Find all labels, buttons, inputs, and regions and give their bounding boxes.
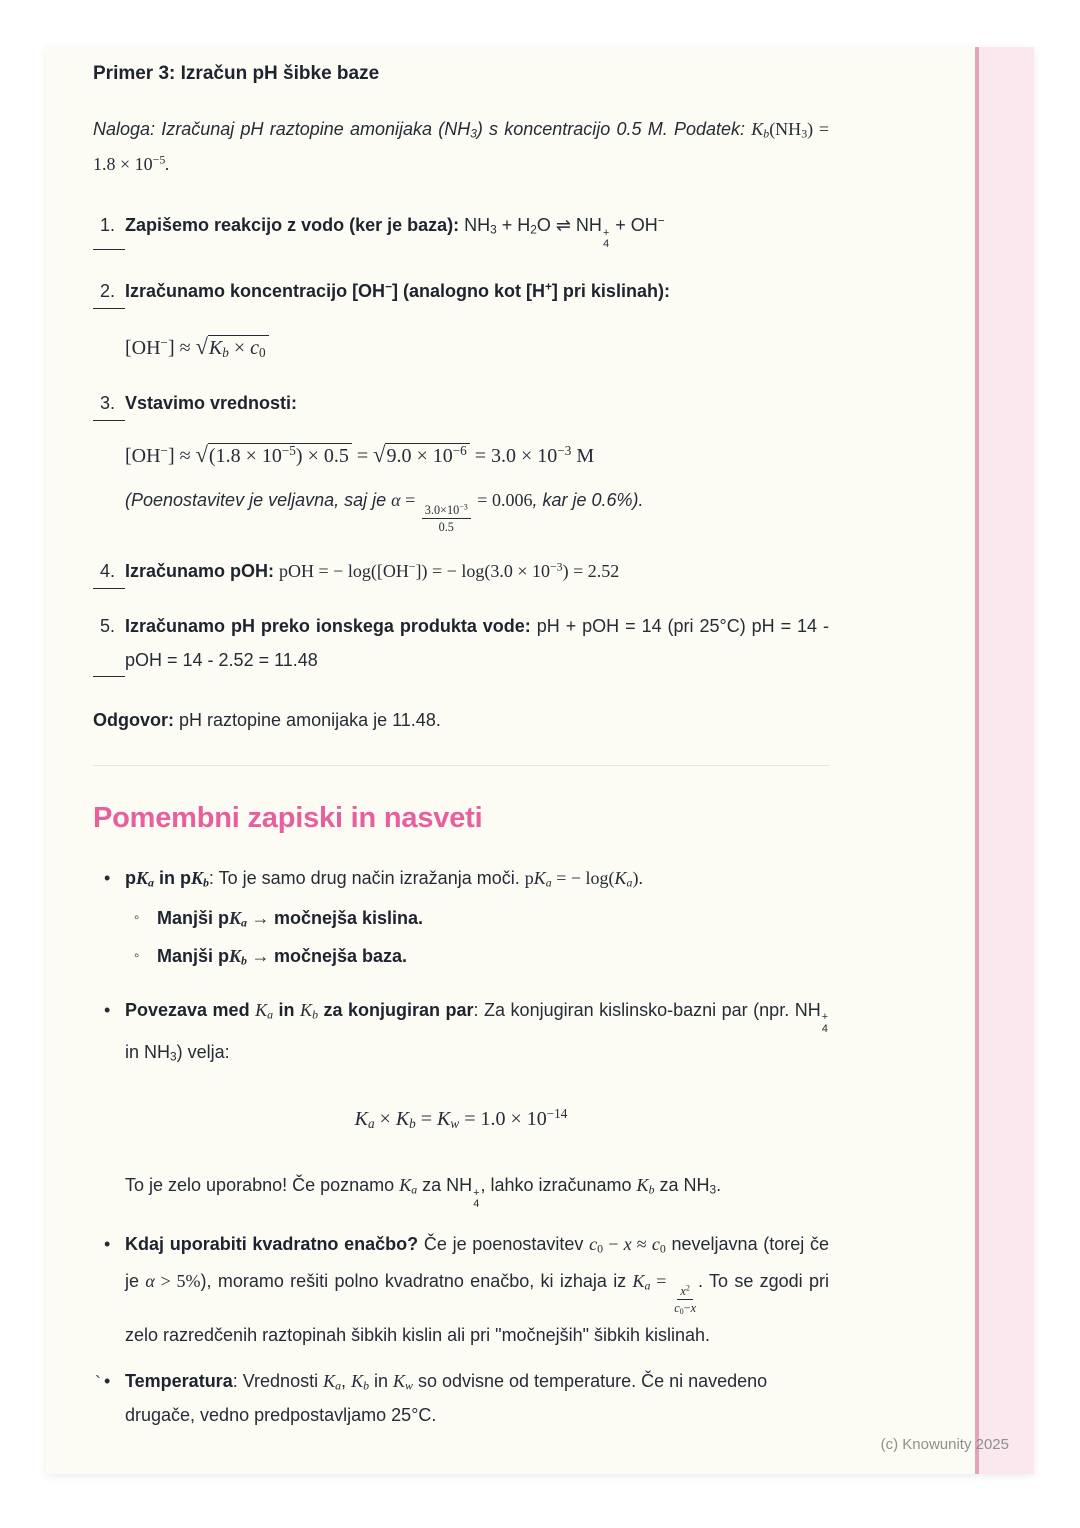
task-paragraph: Naloga: Izračunaj pH raztopine amonijaka $(NH_3)$ s koncentracijo 0.5 M. Podatek: $K_b(NH_3) = 1.8 \times 10^{-5}$. bbox=[93, 119, 829, 174]
subnote-pka bbox=[125, 901, 829, 935]
circle-marker: ◦ bbox=[134, 908, 140, 926]
copyright: (c) Knowunity 2025 bbox=[880, 1436, 1009, 1453]
subnote-text: Manjši $pK_a$ → močnejša kislina. bbox=[157, 907, 424, 930]
step-5 bbox=[93, 609, 829, 677]
bullet-marker: • bbox=[104, 867, 111, 888]
note-temperature bbox=[93, 1364, 829, 1432]
equation-oh-formula: $[OH^-] \approx √K_b \times c_0$ bbox=[125, 327, 829, 368]
note-conjugate-pair bbox=[93, 993, 829, 1070]
bullet-marker: • bbox=[104, 1234, 111, 1255]
usefulness-paragraph: To je zelo uporabno! Če poznamo $K_a$ za NH + 4 , lahko izračunamo $K_b$ za $NH_3$. bbox=[125, 1174, 722, 1210]
equation-ka-kb-kw: $K_a \times K_b = K_w = 1.0 \times 10^{-14}$ bbox=[354, 1105, 568, 1131]
step-number: 4. bbox=[93, 554, 125, 589]
step-number: 3. bbox=[93, 386, 125, 421]
bullet-marker: • bbox=[104, 1370, 111, 1391]
note-text: Povezava med $K_a$ in $K_b$ za konjugiran par: Za konjugiran kislinsko-bazni par (npr. NH + 4 in $NH_3$) velja: bbox=[125, 999, 829, 1064]
step-number: 5. bbox=[93, 609, 125, 677]
document-content bbox=[93, 47, 829, 1432]
section-divider bbox=[93, 765, 829, 766]
step-number: 2. bbox=[93, 274, 125, 309]
step-text: Zapišemo reakcijo z vodo (ker je baza): $NH_3 + H_2O$ ⇌ NH + 4 + OH− bbox=[125, 213, 665, 250]
equation-oh-values: $[OH^-] \approx √(1.8 \times 10^{-5}) \times 0.5 = √9.0 \times 10^{-6} = 3.0 \times 10^{-3}$ M bbox=[125, 442, 595, 468]
document-page bbox=[46, 47, 1034, 1474]
step-text: Izračunamo koncentracijo [OH−] (analogno kot [H+] pri kislinah): bbox=[125, 279, 670, 302]
example-title: Primer 3: Izračun pH šibke baze bbox=[93, 63, 380, 84]
stray-backtick: ` bbox=[95, 1373, 101, 1393]
step-3 bbox=[93, 386, 829, 421]
circle-marker: ◦ bbox=[134, 946, 140, 964]
note-pka-pkb bbox=[93, 861, 829, 895]
step-text: Izračunamo pOH: pOH = − log([OH−]) = − $\log(3.0 \times 10^{-3}) = 2.52$ bbox=[125, 559, 620, 581]
step-text: Izračunamo pH preko ionskega produkta vode: pH + pOH = 14 (pri 25°C) pH = 14 - pOH = 14 - 2.52 = 11.48 bbox=[125, 615, 829, 670]
simplification-note: (Poenostavitev je veljavna, saj je α = $\frac{3.0\times 10^{-3}}{0.5}$ = 0.006, kar je 0.6%). bbox=[125, 490, 644, 535]
step-4 bbox=[93, 554, 829, 589]
subnote-pkb bbox=[125, 939, 829, 973]
step-number: 1. bbox=[93, 208, 125, 250]
note-quadratic bbox=[93, 1226, 829, 1354]
note-text: Temperatura: Vrednosti $K_a$, $K_b$ in $K_w$ so odvisne od temperature. Če ni navedeno drugače, vedno predpostavljamo 25°C. bbox=[125, 1370, 768, 1425]
step-text: Vstavimo vrednosti: bbox=[125, 393, 298, 414]
step-2 bbox=[93, 274, 829, 309]
answer-line: Odgovor: pH raztopine amonijaka je 11.48. bbox=[93, 709, 441, 730]
note-text: $pK_a$ in $pK_b$: To je samo drug način izražanja moči. $pK_a$ = − $\log(K_a)$. bbox=[125, 867, 643, 890]
bullet-marker: • bbox=[104, 999, 111, 1020]
notes-heading: Pomembni zapiski in nasveti bbox=[93, 801, 483, 834]
subnote-text: Manjši $pK_b$ → močnejša baza. bbox=[157, 945, 408, 968]
step-1 bbox=[93, 208, 829, 250]
right-margin-stripe bbox=[975, 47, 1034, 1474]
note-text: Kdaj uporabiti kvadratno enačbo? Če je poenostavitev $c_0 - x \approx c_0$ neveljavna (torej če je α > 5%), moramo rešiti polno kvadratno enačbo, ki izhaja iz $K_a$ = $\frac{x^2}{c_0-x}$ . To se zgodi pri zelo razredčenih raztopinah šibkih kislin ali pri "močnejših" šibkih kislinah. bbox=[125, 1234, 830, 1345]
